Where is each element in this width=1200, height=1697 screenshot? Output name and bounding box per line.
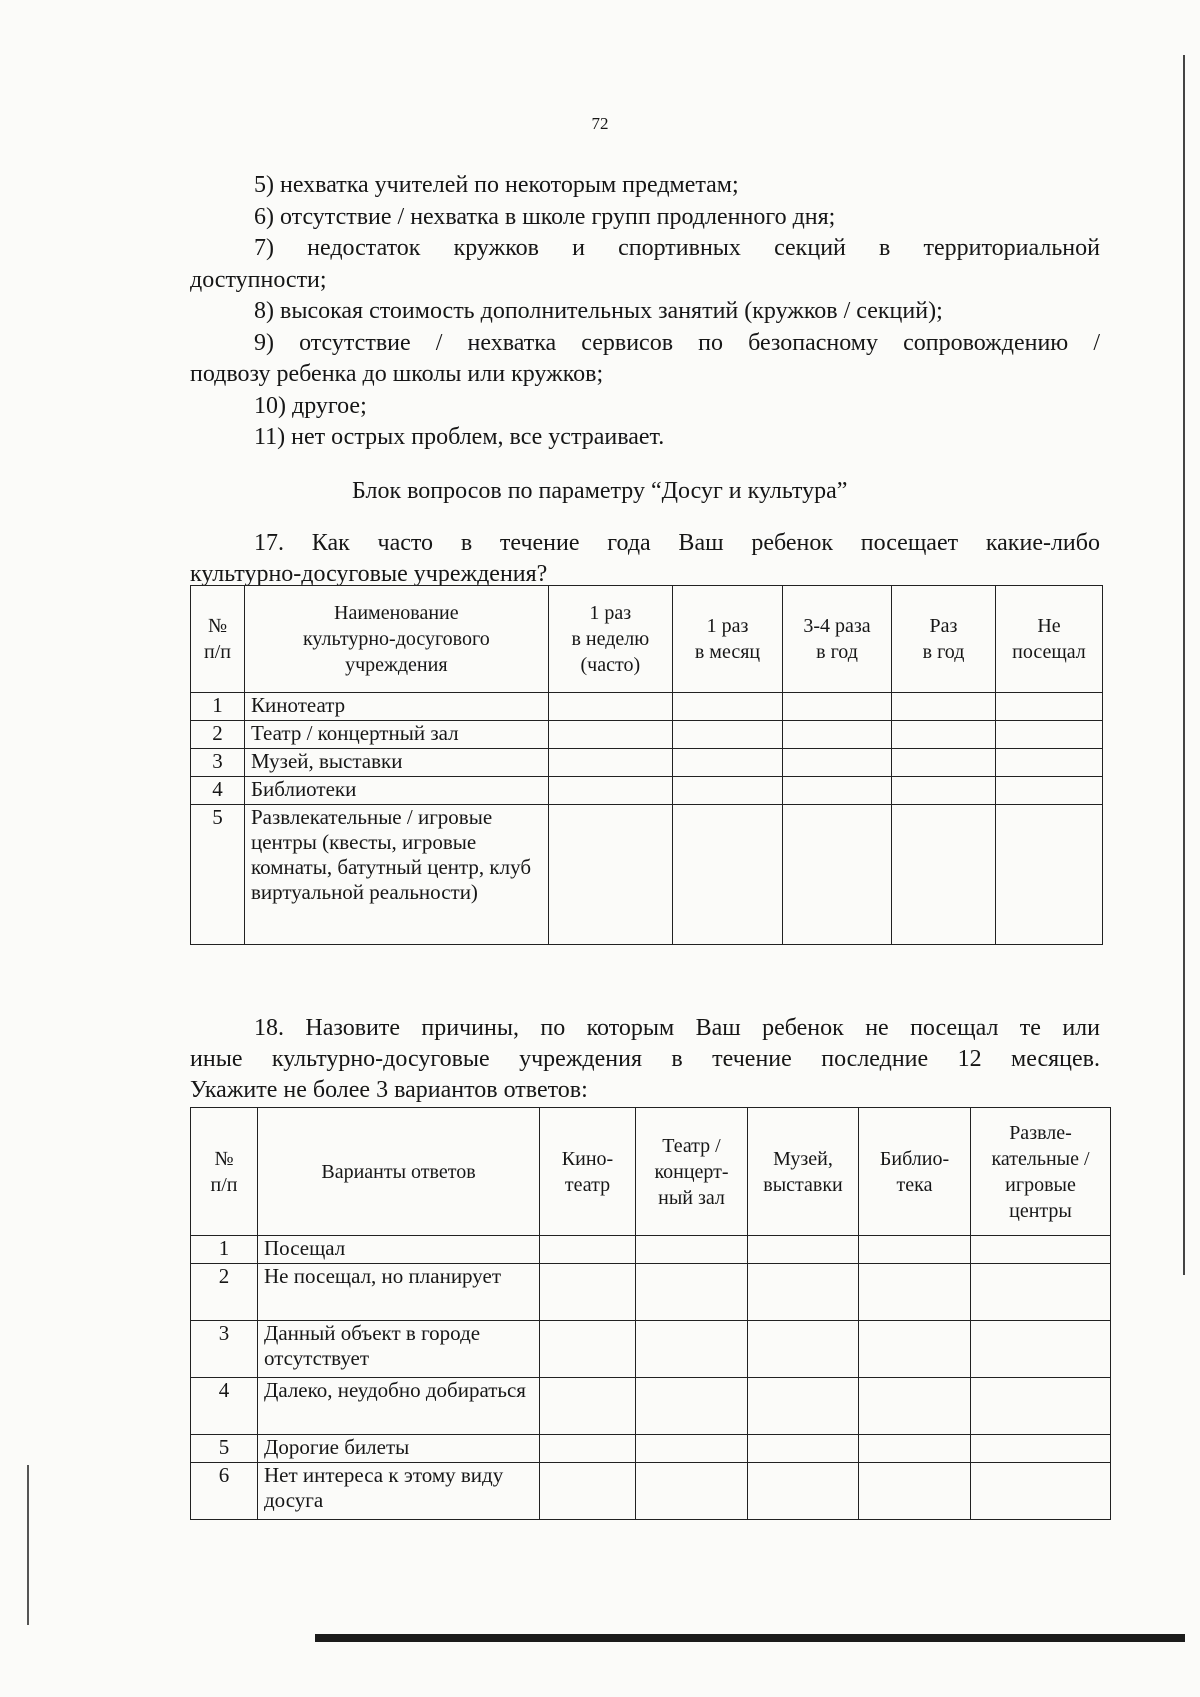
row-label: Данный объект в городе отсутствует <box>258 1321 540 1378</box>
list-item: 5) нехватка учителей по некоторым предметам; <box>254 172 739 198</box>
table-row <box>191 1435 1111 1463</box>
table-row <box>191 777 1103 805</box>
row-label: Далеко, неудобно добираться <box>258 1378 540 1435</box>
answer-cell[interactable] <box>540 1463 636 1520</box>
table-row <box>191 1264 1111 1321</box>
answer-cell[interactable] <box>995 693 1102 721</box>
column-header: Театр / концерт- ный зал <box>636 1108 748 1236</box>
answer-cell[interactable] <box>748 1378 859 1435</box>
answer-cell[interactable] <box>995 805 1102 945</box>
answer-cell[interactable] <box>971 1435 1111 1463</box>
answer-cell[interactable] <box>636 1321 748 1378</box>
table-header-row <box>191 1108 1111 1236</box>
answer-cell[interactable] <box>636 1463 748 1520</box>
answer-cell[interactable] <box>548 777 672 805</box>
row-label: Нет интереса к этому виду досуга <box>258 1463 540 1520</box>
column-header: Кино- театр <box>540 1108 636 1236</box>
answer-cell[interactable] <box>783 721 892 749</box>
answer-cell[interactable] <box>540 1264 636 1321</box>
row-label: Дорогие билеты <box>258 1435 540 1463</box>
question-17-line: культурно-досуговые учреждения? <box>190 561 548 587</box>
column-header: Библио- тека <box>859 1108 971 1236</box>
answer-cell[interactable] <box>783 749 892 777</box>
table-nonvisit-reasons <box>190 1107 1111 1520</box>
answer-cell[interactable] <box>748 1435 859 1463</box>
answer-cell[interactable] <box>971 1463 1111 1520</box>
answer-cell[interactable] <box>540 1236 636 1264</box>
page-number: 72 <box>591 114 609 133</box>
column-header: Раз в год <box>892 586 996 693</box>
answer-cell[interactable] <box>971 1236 1111 1264</box>
column-header: Наименование культурно-досугового учреждения <box>245 586 549 693</box>
list-item-line: 7) недостаток кружков и спортивных секций в территориальной <box>254 235 1100 261</box>
column-header: Не посещал <box>995 586 1102 693</box>
answer-cell[interactable] <box>892 693 996 721</box>
answer-cell[interactable] <box>995 777 1102 805</box>
column-header: Развле- кательные / игровые центры <box>971 1108 1111 1236</box>
row-label: Посещал <box>258 1236 540 1264</box>
answer-cell[interactable] <box>783 805 892 945</box>
list-item-continuation: подвозу ребенка до школы или кружков; <box>190 361 604 387</box>
answer-cell[interactable] <box>548 805 672 945</box>
answer-cell[interactable] <box>672 777 782 805</box>
row-number: 5 <box>191 1435 258 1463</box>
answer-cell[interactable] <box>548 749 672 777</box>
row-number: 4 <box>191 1378 258 1435</box>
answer-cell[interactable] <box>892 749 996 777</box>
column-header: Варианты ответов <box>258 1108 540 1236</box>
table-row <box>191 1236 1111 1264</box>
answer-cell[interactable] <box>892 805 996 945</box>
row-number: 6 <box>191 1463 258 1520</box>
answer-cell[interactable] <box>636 1236 748 1264</box>
table-row <box>191 1463 1111 1520</box>
column-header: 1 раз в неделю (часто) <box>548 586 672 693</box>
answer-cell[interactable] <box>783 693 892 721</box>
answer-cell[interactable] <box>859 1264 971 1321</box>
answer-cell[interactable] <box>748 1463 859 1520</box>
scan-edge-left <box>27 1465 29 1625</box>
answer-cell[interactable] <box>636 1435 748 1463</box>
answer-cell[interactable] <box>636 1378 748 1435</box>
answer-cell[interactable] <box>672 805 782 945</box>
answer-cell[interactable] <box>971 1264 1111 1321</box>
answer-cell[interactable] <box>995 721 1102 749</box>
row-number: 5 <box>191 805 245 945</box>
row-label: Развлекательные / игровые центры (квесты, игровые комнаты, батутный центр, клуб виртуальной реальности) <box>245 805 549 945</box>
column-header: 3-4 раза в год <box>783 586 892 693</box>
list-item-continuation: доступности; <box>190 266 327 293</box>
block-title: Блок вопросов по параметру “Досуг и культура” <box>352 478 848 504</box>
column-header: Музей, выставки <box>748 1108 859 1236</box>
answer-cell[interactable] <box>540 1321 636 1378</box>
answer-cell[interactable] <box>672 749 782 777</box>
answer-cell[interactable] <box>540 1435 636 1463</box>
row-label: Музей, выставки <box>245 749 549 777</box>
list-item: 10) другое; <box>254 392 367 419</box>
answer-cell[interactable] <box>859 1463 971 1520</box>
answer-cell[interactable] <box>859 1435 971 1463</box>
row-number: 1 <box>191 693 245 721</box>
answer-cell[interactable] <box>748 1264 859 1321</box>
row-label: Не посещал, но планирует <box>258 1264 540 1321</box>
question-18 <box>190 1013 1100 1106</box>
row-label: Театр / концертный зал <box>245 721 549 749</box>
table-row <box>191 721 1103 749</box>
row-number: 3 <box>191 749 245 777</box>
answer-cell[interactable] <box>859 1236 971 1264</box>
answer-cell[interactable] <box>548 693 672 721</box>
answer-cell[interactable] <box>971 1378 1111 1435</box>
row-label: Библиотеки <box>245 777 549 805</box>
row-number: 1 <box>191 1236 258 1264</box>
row-number: 2 <box>191 721 245 749</box>
list-item-line: 9) отсутствие / нехватка сервисов по безопасному сопровождению / <box>254 329 1100 356</box>
answer-cell[interactable] <box>783 777 892 805</box>
list-item: 6) отсутствие / нехватка в школе групп продленного дня; <box>254 203 836 230</box>
question-18-line: иные культурно-досуговые учреждения в течение последние 12 месяцев. <box>190 1046 1100 1072</box>
answer-cell[interactable] <box>859 1321 971 1378</box>
row-number: 4 <box>191 777 245 805</box>
question-18-line: 18. Назовите причины, по которым Ваш ребенок не посещал те или <box>254 1015 1100 1041</box>
answer-cell[interactable] <box>971 1321 1111 1378</box>
table-row <box>191 805 1103 945</box>
problem-list <box>190 170 1100 454</box>
scan-bottom-bar <box>315 1634 1185 1642</box>
answer-cell[interactable] <box>748 1321 859 1378</box>
table-visit-frequency <box>190 585 1103 945</box>
answer-cell[interactable] <box>748 1236 859 1264</box>
answer-cell[interactable] <box>995 749 1102 777</box>
answer-cell[interactable] <box>859 1378 971 1435</box>
list-item <box>190 328 1100 391</box>
list-item <box>190 233 1100 296</box>
answer-cell[interactable] <box>892 721 996 749</box>
question-18-line: Укажите не более 3 вариантов ответов: <box>190 1077 588 1103</box>
column-header: № п/п <box>191 586 245 693</box>
question-17 <box>190 528 1100 590</box>
table-row <box>191 1321 1111 1378</box>
list-item: 8) высокая стоимость дополнительных занятий (кружков / секций); <box>254 298 943 324</box>
answer-cell[interactable] <box>540 1378 636 1435</box>
table-row <box>191 749 1103 777</box>
answer-cell[interactable] <box>548 721 672 749</box>
answer-cell[interactable] <box>636 1264 748 1321</box>
scan-edge-right <box>1183 55 1185 1275</box>
answer-cell[interactable] <box>672 721 782 749</box>
table-row <box>191 1378 1111 1435</box>
column-header: № п/п <box>191 1108 258 1236</box>
row-number: 2 <box>191 1264 258 1321</box>
list-item: 11) нет острых проблем, все устраивает. <box>254 424 665 450</box>
question-17-line: 17. Как часто в течение года Ваш ребенок посещает какие-либо <box>254 530 1100 556</box>
row-label: Кинотеатр <box>245 693 549 721</box>
table-header-row <box>191 586 1103 693</box>
column-header: 1 раз в месяц <box>672 586 782 693</box>
answer-cell[interactable] <box>892 777 996 805</box>
row-number: 3 <box>191 1321 258 1378</box>
answer-cell[interactable] <box>672 693 782 721</box>
table-row <box>191 693 1103 721</box>
